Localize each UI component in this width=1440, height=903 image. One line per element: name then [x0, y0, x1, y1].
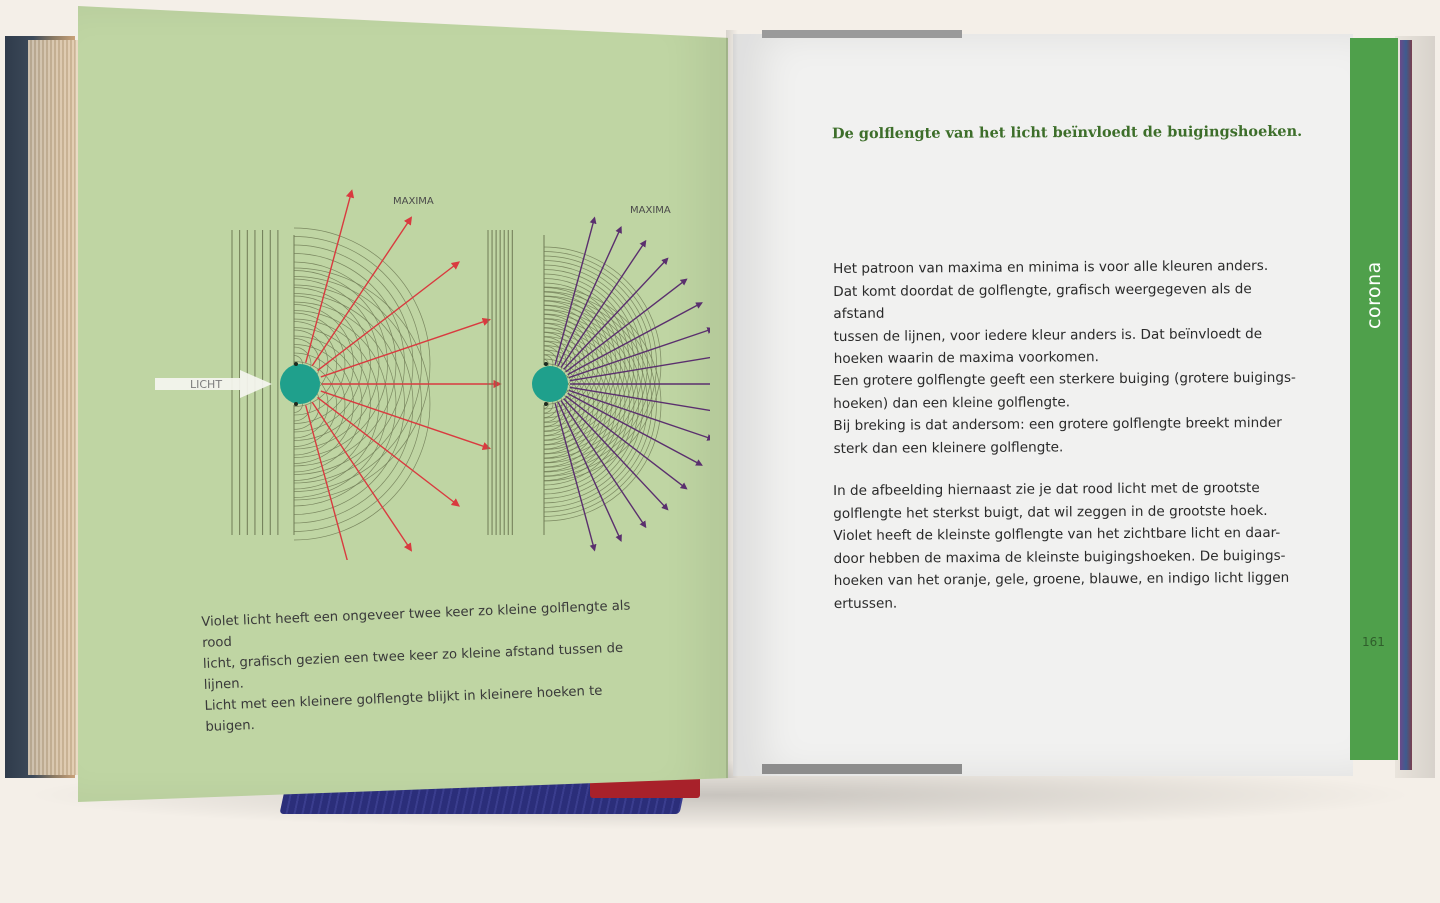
page-stack-left	[28, 40, 78, 775]
light-label: LICHT	[190, 378, 223, 391]
red-slit-edge	[294, 402, 298, 406]
red-slit-edge	[294, 362, 298, 366]
bottom-edge-band	[762, 764, 962, 774]
maxima-label-violet: MAXIMA	[630, 205, 671, 216]
figure-caption: Violet licht heeft een ongeveer twee keer zo kleine golflengte als rood licht, grafisch gezien een twee keer zo kleine afstand tussen de lijnen. Licht met een kleinere golflengte blijkt in kleinere hoeken te buigen.	[201, 598, 631, 735]
red-maxima-arrow	[306, 191, 352, 363]
paragraph-2: Een grotere golflengte geeft een sterkere buiging (grotere buigings- hoeken) dan een kleine golflengte. Bij breking is dat andersom: een grotere golflengte breekt minder sterk dan een kleinere golflengte.	[833, 369, 1296, 457]
page-number: 161	[1362, 635, 1385, 649]
violet-light-diagram	[488, 218, 710, 550]
diffraction-diagram	[150, 180, 710, 560]
red-slit-dot	[280, 364, 320, 404]
page-heading: De golflengte van het licht beïnvloedt de buigingshoeken.	[831, 122, 1303, 143]
page-edge-colors	[1400, 40, 1412, 770]
chapter-tab	[1350, 38, 1398, 760]
red-light-diagram	[232, 191, 500, 560]
paragraph-3: In de afbeelding hiernaast zie je dat rood licht met de grootste golflengte het sterkst buigt, dat wil zeggen in de grootste hoek. Violet heeft de kleinste golflengte van het zichtbare licht en daar- door hebben de maxima de kleinste buigingshoeken. De buigings- hoeken van het oranje, gele, groene, blauwe, en indigo licht liggen ertussen.	[833, 480, 1290, 612]
violet-slit-edge	[544, 362, 548, 366]
maxima-label-red: MAXIMA	[393, 196, 434, 207]
violet-slit-dot	[532, 366, 568, 402]
violet-slit-edge	[544, 402, 548, 406]
top-edge-band	[762, 30, 962, 38]
paragraph-1: Het patroon van maxima en minima is voor alle kleuren anders. Dat komt doordat de golflengte, grafisch weergegeven als de afstand tussen de lijnen, voor iedere kleur anders is. Dat beïnvloedt de hoeken waarin de maxima voorkomen.	[833, 257, 1269, 367]
book-gutter	[726, 30, 738, 778]
chapter-tab-label: corona	[1363, 261, 1385, 329]
